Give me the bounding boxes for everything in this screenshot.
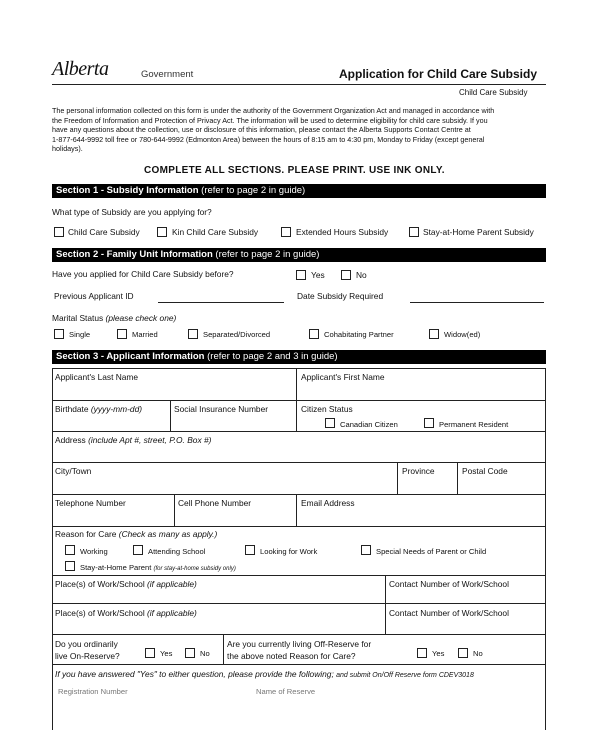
applied-before-question: Have you applied for Child Care Subsidy before?	[52, 269, 234, 279]
col-divider	[223, 634, 224, 664]
citizen-status-label: Citizen Status	[301, 404, 353, 414]
first-name-label: Applicant's First Name	[301, 372, 385, 382]
section-2-ref: (refer to page 2 in guide)	[215, 249, 320, 260]
subsidy-type-question: What type of Subsidy are you applying for?	[52, 207, 212, 217]
col-divider	[296, 400, 297, 431]
place-of-work-hint: (if applicable)	[147, 579, 197, 589]
col-divider	[296, 368, 297, 400]
marital-status-hint: (please check one)	[105, 313, 177, 323]
marital-widowed-checkbox[interactable]	[429, 329, 439, 339]
place-of-work-text: Place(s) of Work/School	[55, 608, 145, 618]
privacy-notice-line: the Freedom of Information and Protection of Privacy Act. The information will be used to determine eligibility for child care subsidy. If you	[52, 115, 488, 125]
off-reserve-question-line2: the above noted Reason for Care?	[227, 651, 356, 661]
telephone-label: Telephone Number	[55, 498, 126, 508]
kin-child-care-subsidy-label: Kin Child Care Subsidy	[172, 227, 259, 237]
row-divider	[52, 634, 546, 635]
reason-attending-school-checkbox[interactable]	[133, 545, 143, 555]
row-divider	[52, 494, 546, 495]
date-subsidy-required-label: Date Subsidy Required	[297, 291, 384, 301]
row-divider	[52, 526, 546, 527]
reason-working-label: Working	[80, 547, 108, 556]
on-reserve-question-line1: Do you ordinarily	[55, 639, 118, 649]
row-divider	[52, 603, 546, 604]
reason-attending-school-label: Attending School	[148, 547, 206, 556]
row-divider	[52, 462, 546, 463]
off-reserve-question-line1: Are you currently living Off-Reserve for	[227, 639, 372, 649]
birthdate-format: (yyyy-mm-dd)	[90, 404, 143, 414]
section-1-ref: (refer to page 2 in guide)	[201, 185, 306, 196]
postal-code-label: Postal Code	[462, 466, 508, 476]
header-rule	[52, 84, 546, 85]
marital-status-label	[52, 313, 176, 323]
reason-stay-at-home-checkbox[interactable]	[65, 561, 75, 571]
on-reserve-yes-label: Yes	[160, 649, 173, 658]
stay-at-home-subsidy-label: Stay-at-Home Parent Subsidy	[423, 227, 534, 237]
place-of-work-label-1	[55, 579, 197, 589]
off-reserve-yes-checkbox[interactable]	[417, 648, 427, 658]
reason-for-care-text: Reason for Care	[55, 529, 117, 539]
place-of-work-label-2	[55, 608, 197, 618]
section-1-header	[52, 184, 546, 198]
marital-status-text: Marital Status	[52, 313, 104, 323]
off-reserve-yes-label: Yes	[432, 649, 445, 658]
cell-phone-label: Cell Phone Number	[178, 498, 252, 508]
col-divider	[397, 462, 398, 494]
marital-widowed-label: Widow(ed)	[444, 330, 481, 339]
section-1-title: Section 1 - Subsidy Information	[56, 185, 199, 196]
permanent-resident-label: Permanent Resident	[439, 420, 509, 429]
stay-at-home-hint: (for stay-at-home subsidy only)	[153, 566, 236, 572]
privacy-notice-line: have any questions about the collection, use or disclosure of this information, please contact the Alberta Supports Contact Centre at	[52, 125, 471, 135]
email-label: Email Address	[301, 498, 355, 508]
birthdate-label	[55, 404, 142, 414]
marital-separated-checkbox[interactable]	[188, 329, 198, 339]
col-divider	[385, 575, 386, 634]
previous-applicant-id-field[interactable]	[158, 302, 284, 303]
on-reserve-no-checkbox[interactable]	[185, 648, 195, 658]
instructions: COMPLETE ALL SECTIONS. PLEASE PRINT. USE INK ONLY.	[144, 165, 445, 176]
city-label: City/Town	[55, 466, 92, 476]
contact-work-label-1: Contact Number of Work/School	[389, 579, 509, 589]
off-reserve-no-label: No	[473, 649, 483, 658]
child-care-subsidy-label: Child Care Subsidy	[68, 227, 140, 237]
page-title: Application for Child Care Subsidy	[339, 67, 538, 81]
privacy-notice-line: holidays).	[52, 144, 83, 154]
contact-work-label-2: Contact Number of Work/School	[389, 608, 509, 618]
privacy-notice-line: The personal information collected on this form is under the authority of the Government Organization Act and managed in accordance with	[52, 106, 495, 115]
previous-applicant-id-label: Previous Applicant ID	[54, 291, 134, 301]
extended-hours-subsidy-checkbox[interactable]	[281, 227, 291, 237]
address-label	[55, 435, 211, 445]
col-divider	[296, 494, 297, 526]
place-of-work-text: Place(s) of Work/School	[55, 579, 145, 589]
applied-before-yes-checkbox[interactable]	[296, 270, 306, 280]
address-text: Address	[55, 435, 86, 445]
on-reserve-question-line2: live On-Reserve?	[55, 651, 120, 661]
first-name-field[interactable]	[298, 385, 544, 399]
canadian-citizen-label: Canadian Citizen	[340, 420, 398, 429]
privacy-notice	[52, 106, 548, 154]
page-subtitle: Child Care Subsidy	[459, 88, 528, 97]
section-3-header	[52, 350, 546, 364]
row-divider	[52, 664, 546, 665]
row-divider	[52, 575, 546, 576]
place-of-work-hint: (if applicable)	[147, 608, 197, 618]
if-yes-instructions	[55, 669, 474, 679]
section-2-title: Section 2 - Family Unit Information	[56, 249, 213, 260]
reason-special-needs-checkbox[interactable]	[361, 545, 371, 555]
marital-married-label: Married	[132, 330, 158, 339]
marital-single-label: Single	[69, 330, 91, 339]
stay-at-home-subsidy-checkbox[interactable]	[409, 227, 419, 237]
reason-special-needs-label: Special Needs of Parent or Child	[376, 547, 487, 556]
alberta-logo: Alberta	[52, 58, 109, 80]
canadian-citizen-checkbox[interactable]	[325, 418, 335, 428]
privacy-notice-line: 1-877-644-9992 toll free or 780-644-9992 (Edmonton Area) between the hours of 8:15 am to 4:30 pm, Monday to Friday (except general	[52, 134, 485, 144]
applied-before-no-checkbox[interactable]	[341, 270, 351, 280]
address-hint: (include Apt #, street, P.O. Box #)	[88, 435, 212, 445]
reason-looking-for-work-checkbox[interactable]	[245, 545, 255, 555]
last-name-label: Applicant's Last Name	[55, 372, 139, 382]
if-yes-submit-text: and submit On/Off Reserve form CDEV3018	[336, 672, 474, 679]
province-label: Province	[402, 466, 435, 476]
reserve-name-label: Name of Reserve	[256, 687, 316, 696]
date-subsidy-required-field[interactable]	[410, 302, 544, 303]
applied-before-yes-label: Yes	[311, 270, 325, 280]
section-3-title: Section 3 - Applicant Information	[56, 351, 205, 362]
registration-number-label: Registration Number	[58, 687, 128, 696]
marital-single-checkbox[interactable]	[54, 329, 64, 339]
government-logo-text: Government	[141, 69, 194, 80]
reason-stay-at-home-label	[80, 563, 236, 572]
section-2-header	[52, 248, 546, 262]
on-reserve-yes-checkbox[interactable]	[145, 648, 155, 658]
marital-cohabitating-label: Cohabitating Partner	[324, 330, 394, 339]
col-divider	[170, 400, 171, 431]
child-care-subsidy-checkbox[interactable]	[54, 227, 64, 237]
marital-married-checkbox[interactable]	[117, 329, 127, 339]
permanent-resident-checkbox[interactable]	[424, 418, 434, 428]
sin-label: Social Insurance Number	[174, 404, 269, 414]
last-name-field[interactable]	[53, 385, 295, 399]
if-yes-text: If you have answered "Yes" to either question, please provide the following;	[55, 669, 334, 679]
marital-separated-label: Separated/Divorced	[203, 330, 271, 339]
marital-cohabitating-checkbox[interactable]	[309, 329, 319, 339]
stay-at-home-text: Stay-at-Home Parent	[80, 563, 152, 572]
reason-looking-for-work-label: Looking for Work	[260, 547, 318, 556]
reason-for-care-hint: (Check as many as apply.)	[118, 529, 218, 539]
on-reserve-no-label: No	[200, 649, 210, 658]
kin-child-care-subsidy-checkbox[interactable]	[157, 227, 167, 237]
extended-hours-subsidy-label: Extended Hours Subsidy	[296, 227, 389, 237]
applied-before-no-label: No	[356, 270, 367, 280]
col-divider	[457, 462, 458, 494]
col-divider	[174, 494, 175, 526]
off-reserve-no-checkbox[interactable]	[458, 648, 468, 658]
row-divider	[52, 400, 546, 401]
reason-working-checkbox[interactable]	[65, 545, 75, 555]
reason-for-care-label	[55, 529, 217, 539]
birthdate-text: Birthdate	[55, 404, 89, 414]
section-3-ref: (refer to page 2 and 3 in guide)	[207, 351, 338, 362]
row-divider	[52, 431, 546, 432]
